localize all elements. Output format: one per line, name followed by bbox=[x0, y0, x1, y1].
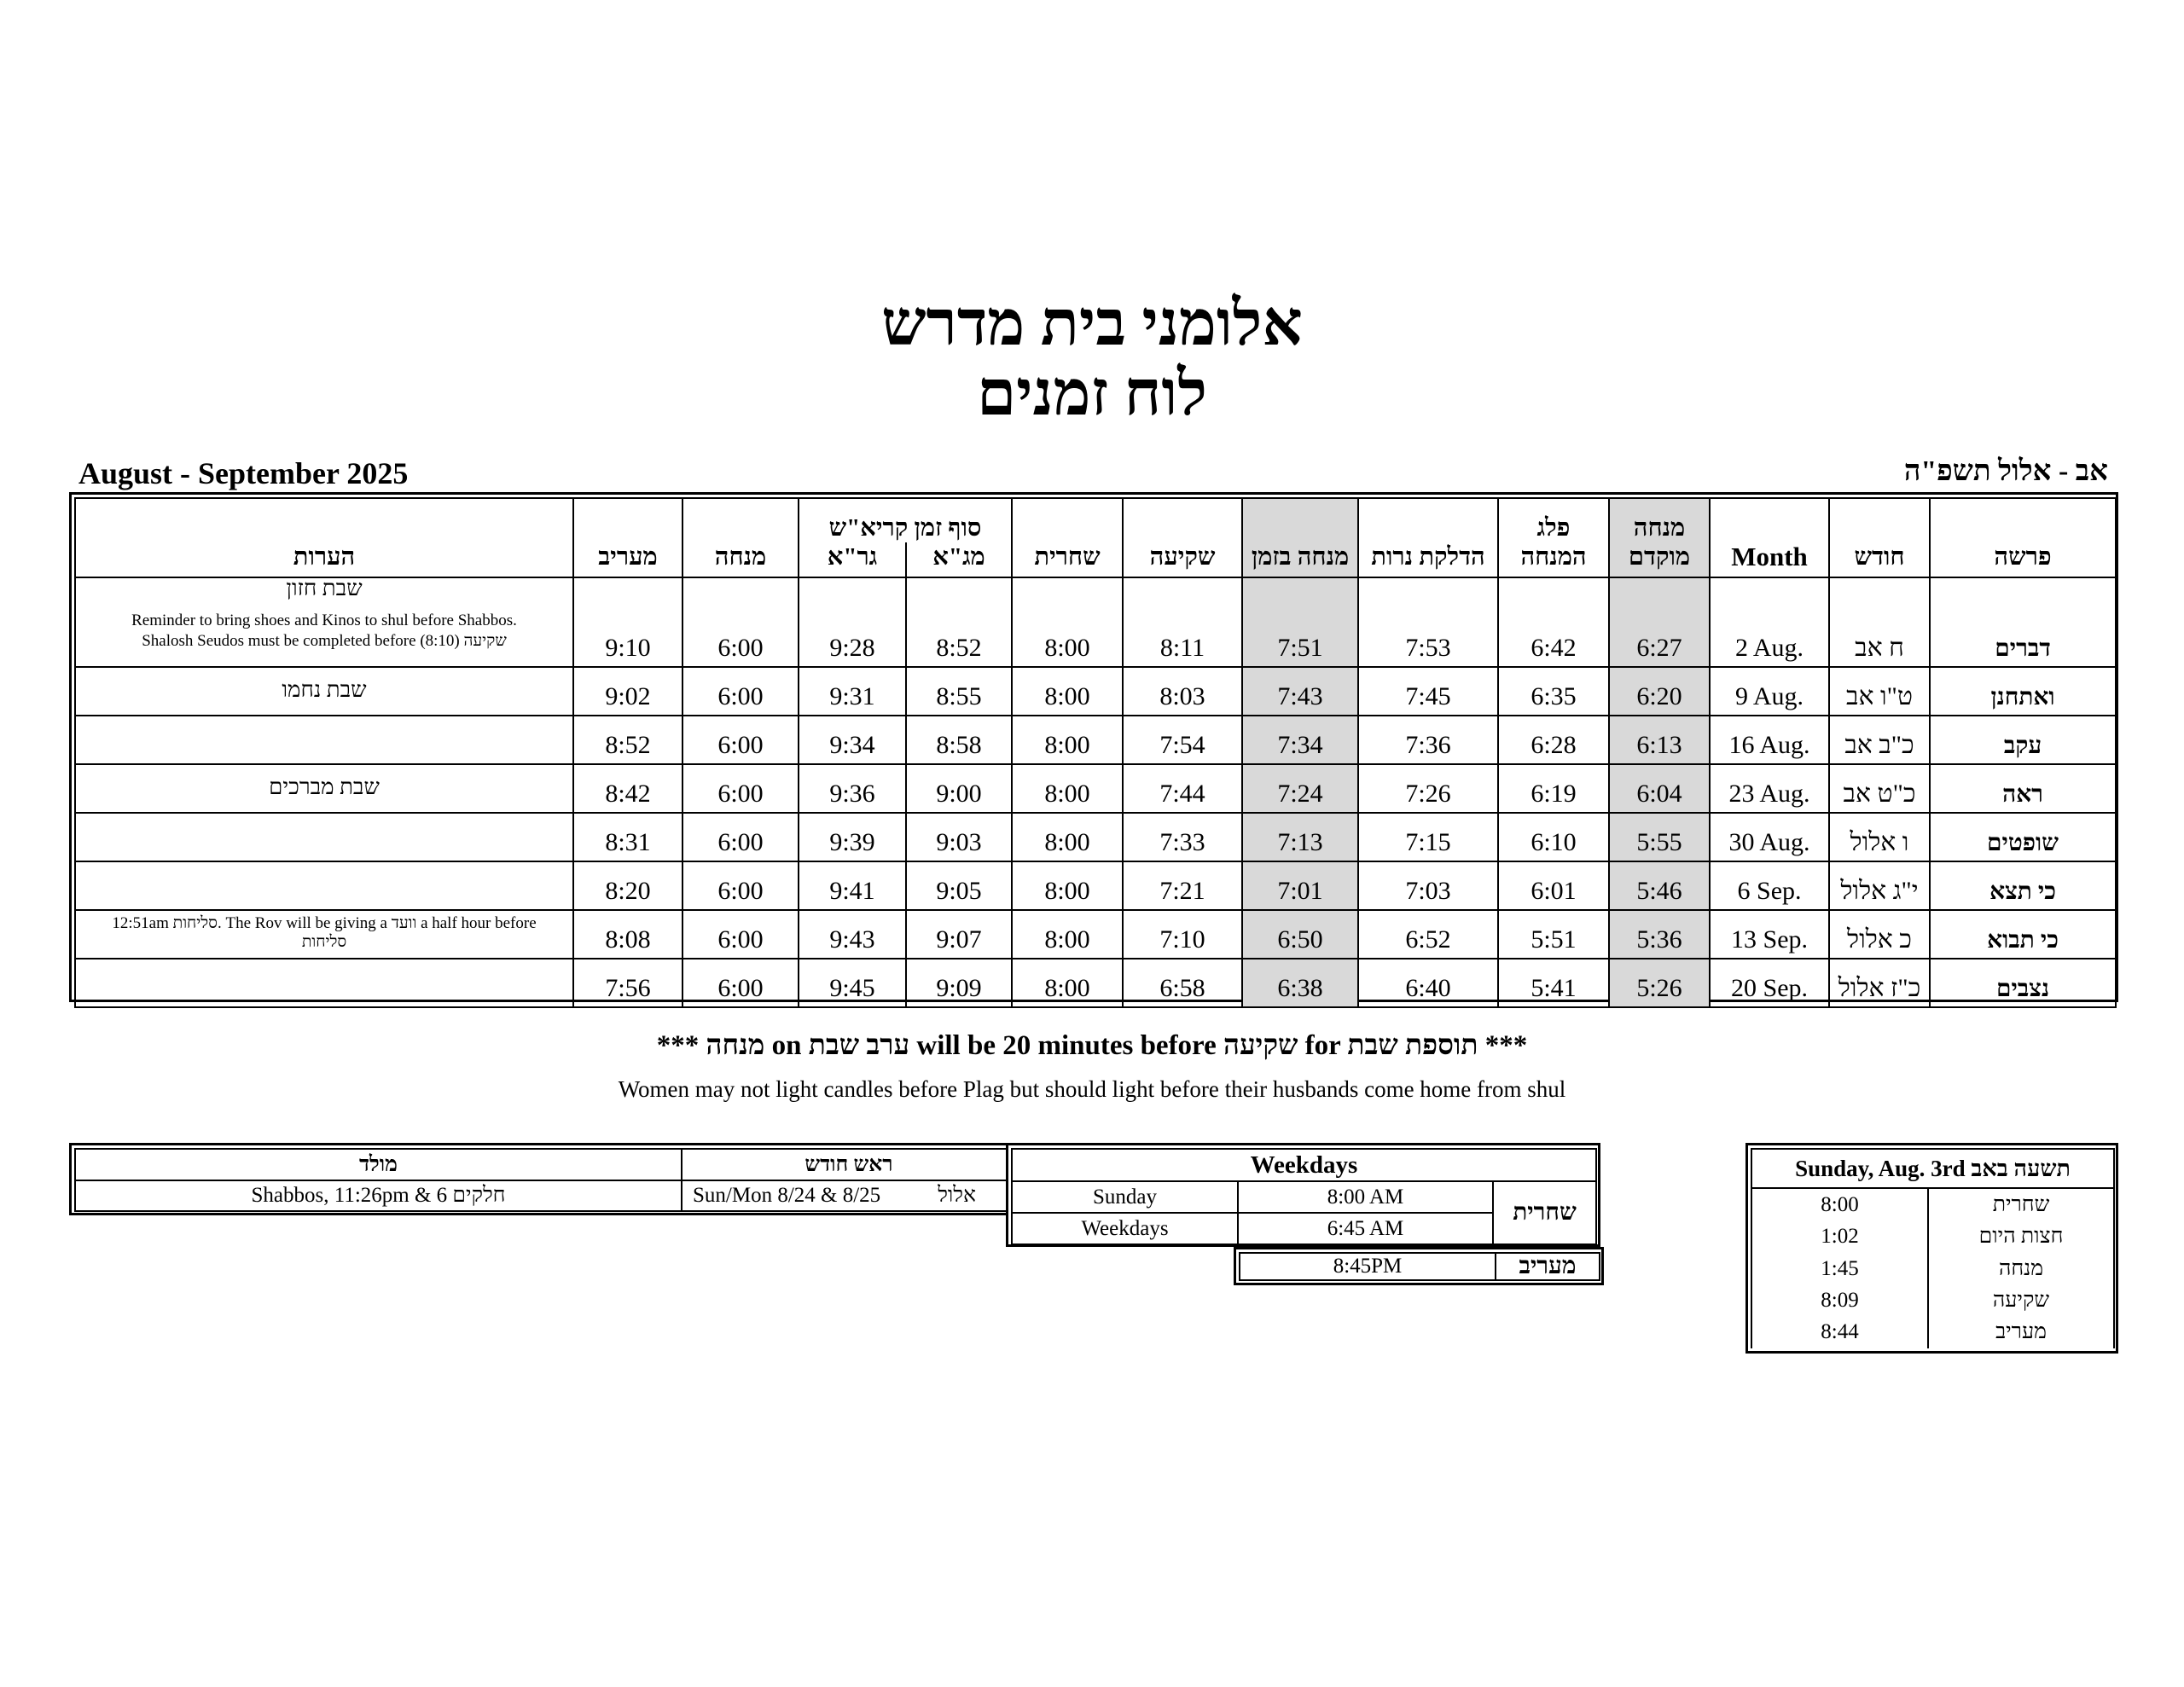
weekdays-sunday-label: Sunday bbox=[1012, 1181, 1238, 1213]
mincha-erev-shabbos-note: *** מנחה on ערב שבת will be 20 minutes before שקיעה for תוספת שבת *** bbox=[656, 1030, 1528, 1061]
tisha-bav-time: 8:44 bbox=[1751, 1317, 1928, 1348]
row-notes bbox=[75, 861, 573, 910]
cell-month: 16 Aug. bbox=[1710, 716, 1829, 764]
cell-shacharis: 8:00 bbox=[1012, 716, 1123, 764]
cell-parsha: עקב bbox=[1930, 716, 2116, 764]
hebrew-date-range: אב - אלול תשפ"ה bbox=[1903, 455, 2108, 487]
weekdays-weekdays-time: 6:45 AM bbox=[1238, 1213, 1493, 1244]
molad-rosh-chodesh-box bbox=[69, 1143, 1020, 1215]
cell-shacharis: 8:00 bbox=[1012, 959, 1123, 1007]
cell-plag: 6:28 bbox=[1498, 716, 1609, 764]
tisha-bav-time: 8:00 bbox=[1751, 1188, 1928, 1221]
cell-mukdam: 5:46 bbox=[1609, 861, 1710, 910]
row-notes-line1: 12:51am סליחות. The Rov will be giving a וועד a half hour before bbox=[112, 914, 537, 932]
cell-gra: 9:36 bbox=[799, 764, 906, 813]
cell-plag: 6:19 bbox=[1498, 764, 1609, 813]
row-notes bbox=[75, 667, 573, 716]
cell-month: 9 Aug. bbox=[1710, 667, 1829, 716]
cell-gra: 9:28 bbox=[799, 577, 906, 667]
tisha-bav-label: מנחה bbox=[1928, 1253, 2114, 1284]
tisha-bav-time: 1:45 bbox=[1751, 1253, 1928, 1284]
cell-plag: 6:10 bbox=[1498, 813, 1609, 861]
cell-parsha: ואתחנן bbox=[1930, 667, 2116, 716]
row-notes-hebrew: שבת נחמו bbox=[282, 677, 367, 702]
table-row bbox=[75, 910, 2116, 959]
cell-shacharis: 8:00 bbox=[1012, 764, 1123, 813]
cell-mincha: 6:00 bbox=[682, 577, 799, 667]
row-notes bbox=[75, 910, 573, 959]
cell-month: 30 Aug. bbox=[1710, 813, 1829, 861]
page-title: אלומני בית מדרש bbox=[881, 289, 1303, 359]
rosh-chodesh-month: אלול bbox=[938, 1184, 976, 1207]
candle-lighting-note-text: Women may not light candles before Plag but should light before their husbands come home from shul bbox=[618, 1076, 1566, 1102]
cell-mga: 9:07 bbox=[906, 910, 1012, 959]
cell-gra: 9:41 bbox=[799, 861, 906, 910]
tisha-bav-header-eng: Sunday, Aug. 3rd bbox=[1795, 1156, 1966, 1182]
cell-parsha: ראה bbox=[1930, 764, 2116, 813]
cell-mincha-bzman: 7:34 bbox=[1242, 716, 1358, 764]
weekdays-weekdays-label: Weekdays bbox=[1012, 1213, 1238, 1244]
cell-shkia: 6:58 bbox=[1123, 959, 1242, 1007]
table-row bbox=[75, 577, 2116, 667]
cell-maariv: 7:56 bbox=[573, 959, 682, 1007]
cell-mincha-bzman: 7:51 bbox=[1242, 577, 1358, 667]
tisha-bav-row bbox=[1751, 1253, 2114, 1284]
cell-mga: 9:00 bbox=[906, 764, 1012, 813]
row-notes-line1: Reminder to bring shoes and Kinos to shul before Shabbos. bbox=[131, 612, 517, 629]
table-row bbox=[75, 716, 2116, 764]
cell-neiros: 6:40 bbox=[1358, 959, 1498, 1007]
cell-parsha: שופטים bbox=[1930, 813, 2116, 861]
cell-plag: 5:51 bbox=[1498, 910, 1609, 959]
cell-chodesh: ח אב bbox=[1829, 577, 1930, 667]
cell-mukdam: 6:04 bbox=[1609, 764, 1710, 813]
cell-shkia: 8:11 bbox=[1123, 577, 1242, 667]
cell-parsha: כי תבוא bbox=[1930, 910, 2116, 959]
cell-mga: 9:09 bbox=[906, 959, 1012, 1007]
molad-value: Shabbos, 11:26pm & 6 חלקים bbox=[75, 1180, 682, 1211]
col-plag-line2: המנחה bbox=[1520, 543, 1587, 571]
col-notes: הערות bbox=[75, 498, 573, 577]
col-mukdam-line1: מנחה bbox=[1633, 514, 1686, 542]
cell-month: 20 Sep. bbox=[1710, 959, 1829, 1007]
table-row bbox=[75, 861, 2116, 910]
col-maariv: מעריב bbox=[573, 498, 682, 577]
cell-mukdam: 5:36 bbox=[1609, 910, 1710, 959]
cell-neiros: 7:03 bbox=[1358, 861, 1498, 910]
cell-mukdam: 5:55 bbox=[1609, 813, 1710, 861]
tisha-bav-row bbox=[1751, 1284, 2114, 1316]
tisha-bav-box bbox=[1745, 1143, 2118, 1354]
row-notes bbox=[75, 813, 573, 861]
cell-maariv: 8:52 bbox=[573, 716, 682, 764]
cell-mukdam: 6:27 bbox=[1609, 577, 1710, 667]
weekdays-maariv-label: מעריב bbox=[1496, 1253, 1600, 1280]
cell-shacharis: 8:00 bbox=[1012, 667, 1123, 716]
cell-shkia: 7:44 bbox=[1123, 764, 1242, 813]
cell-neiros: 7:45 bbox=[1358, 667, 1498, 716]
cell-shkia: 7:10 bbox=[1123, 910, 1242, 959]
col-shacharis: שחרית bbox=[1012, 498, 1123, 577]
cell-plag: 6:42 bbox=[1498, 577, 1609, 667]
row-notes bbox=[75, 959, 573, 1007]
col-sof-zman-group: סוף זמן קריא"ש bbox=[799, 498, 1012, 542]
cell-month: 2 Aug. bbox=[1710, 577, 1829, 667]
col-mukdam-line2: מוקדם bbox=[1628, 543, 1691, 571]
cell-month: 13 Sep. bbox=[1710, 910, 1829, 959]
rosh-chodesh-value bbox=[682, 1180, 1016, 1211]
col-parsha: פרשה bbox=[1930, 498, 2116, 577]
cell-shkia: 7:21 bbox=[1123, 861, 1242, 910]
cell-month: 6 Sep. bbox=[1710, 861, 1829, 910]
weekdays-box bbox=[1006, 1143, 1600, 1247]
cell-maariv: 8:31 bbox=[573, 813, 682, 861]
col-month: Month bbox=[1710, 498, 1829, 577]
row-notes-hebrew: שבת מברכים bbox=[269, 774, 380, 799]
cell-maariv: 9:10 bbox=[573, 577, 682, 667]
table-row bbox=[75, 667, 2116, 716]
tisha-bav-label: שקיעה bbox=[1928, 1284, 2114, 1316]
col-shkia: שקיעה bbox=[1123, 498, 1242, 577]
cell-month: 23 Aug. bbox=[1710, 764, 1829, 813]
cell-gra: 9:31 bbox=[799, 667, 906, 716]
tisha-bav-header-heb: תשעה באב bbox=[1971, 1156, 2071, 1182]
row-notes bbox=[75, 764, 573, 813]
cell-chodesh: כ"ב אב bbox=[1829, 716, 1930, 764]
cell-mga: 9:03 bbox=[906, 813, 1012, 861]
cell-maariv: 8:42 bbox=[573, 764, 682, 813]
cell-mukdam: 5:26 bbox=[1609, 959, 1710, 1007]
weekdays-shacharis-label: שחרית bbox=[1493, 1181, 1596, 1244]
rosh-chodesh-header: ראש חודש bbox=[682, 1149, 1016, 1180]
cell-mincha-bzman: 7:24 bbox=[1242, 764, 1358, 813]
tisha-bav-row bbox=[1751, 1317, 2114, 1348]
row-notes-line2: Shalosh Seudos must be completed before שקיעה (8:10) bbox=[142, 632, 507, 650]
tisha-bav-time: 8:09 bbox=[1751, 1284, 1928, 1316]
molad-header: מולד bbox=[75, 1149, 682, 1180]
cell-mincha: 6:00 bbox=[682, 861, 799, 910]
cell-mga: 8:58 bbox=[906, 716, 1012, 764]
cell-mincha: 6:00 bbox=[682, 667, 799, 716]
row-notes-hebrew: שבת חזון bbox=[286, 576, 363, 600]
weekdays-sunday-time: 8:00 AM bbox=[1238, 1181, 1493, 1213]
tisha-bav-label: חצות היום bbox=[1928, 1221, 2114, 1253]
cell-chodesh: כ"ט אב bbox=[1829, 764, 1930, 813]
cell-neiros: 7:15 bbox=[1358, 813, 1498, 861]
cell-shkia: 7:33 bbox=[1123, 813, 1242, 861]
cell-parsha: דברים bbox=[1930, 577, 2116, 667]
cell-mincha-bzman: 7:13 bbox=[1242, 813, 1358, 861]
cell-chodesh: ט"ו אב bbox=[1829, 667, 1930, 716]
cell-mincha-bzman: 7:01 bbox=[1242, 861, 1358, 910]
weekdays-maariv-box bbox=[1234, 1247, 1604, 1285]
cell-gra: 9:39 bbox=[799, 813, 906, 861]
table-row bbox=[75, 764, 2116, 813]
col-hadlakas-neiros: הדלקת נרות bbox=[1358, 498, 1498, 577]
cell-mukdam: 6:13 bbox=[1609, 716, 1710, 764]
tisha-bav-row bbox=[1751, 1188, 2114, 1221]
table-row bbox=[75, 813, 2116, 861]
cell-mga: 8:52 bbox=[906, 577, 1012, 667]
col-mincha-bzman: מנחה בזמן bbox=[1242, 498, 1358, 577]
cell-maariv: 9:02 bbox=[573, 667, 682, 716]
cell-neiros: 7:53 bbox=[1358, 577, 1498, 667]
col-mincha-mukdam bbox=[1609, 498, 1710, 577]
cell-gra: 9:43 bbox=[799, 910, 906, 959]
row-notes bbox=[75, 716, 573, 764]
cell-shacharis: 8:00 bbox=[1012, 577, 1123, 667]
page-subtitle: לוח זמנים bbox=[977, 359, 1207, 429]
tisha-bav-time: 1:02 bbox=[1751, 1221, 1928, 1253]
weekdays-maariv-time: 8:45PM bbox=[1240, 1253, 1496, 1280]
cell-chodesh: י"ג אלול bbox=[1829, 861, 1930, 910]
cell-neiros: 7:36 bbox=[1358, 716, 1498, 764]
cell-maariv: 8:08 bbox=[573, 910, 682, 959]
col-plag-line1: פלג bbox=[1536, 514, 1571, 542]
candle-lighting-note bbox=[0, 1076, 2184, 1103]
cell-plag: 6:35 bbox=[1498, 667, 1609, 716]
cell-mincha: 6:00 bbox=[682, 813, 799, 861]
tisha-bav-row bbox=[1751, 1221, 2114, 1253]
col-plag bbox=[1498, 498, 1609, 577]
english-date-range: August - September 2025 bbox=[78, 456, 409, 490]
cell-mincha-bzman: 7:43 bbox=[1242, 667, 1358, 716]
col-mincha: מנחה bbox=[682, 498, 799, 577]
cell-parsha: כי תצא bbox=[1930, 861, 2116, 910]
zmanim-table-frame bbox=[69, 492, 2118, 1002]
cell-mincha: 6:00 bbox=[682, 764, 799, 813]
cell-parsha: נצבים bbox=[1930, 959, 2116, 1007]
row-notes-line2: סליחות bbox=[301, 933, 347, 951]
tisha-bav-label: שחרית bbox=[1928, 1188, 2114, 1221]
tisha-bav-header bbox=[1751, 1149, 2114, 1188]
cell-mincha: 6:00 bbox=[682, 910, 799, 959]
cell-mincha: 6:00 bbox=[682, 959, 799, 1007]
cell-gra: 9:45 bbox=[799, 959, 906, 1007]
row-notes bbox=[75, 577, 573, 667]
cell-neiros: 6:52 bbox=[1358, 910, 1498, 959]
cell-shkia: 8:03 bbox=[1123, 667, 1242, 716]
cell-gra: 9:34 bbox=[799, 716, 906, 764]
zmanim-table bbox=[74, 497, 2117, 1008]
col-mga: מג"א bbox=[906, 542, 1012, 577]
cell-mincha: 6:00 bbox=[682, 716, 799, 764]
tisha-bav-label: מעריב bbox=[1928, 1317, 2114, 1348]
cell-chodesh: כ"ז אלול bbox=[1829, 959, 1930, 1007]
col-chodesh: חודש bbox=[1829, 498, 1930, 577]
cell-mga: 9:05 bbox=[906, 861, 1012, 910]
cell-chodesh: כ אלול bbox=[1829, 910, 1930, 959]
cell-plag: 5:41 bbox=[1498, 959, 1609, 1007]
cell-mukdam: 6:20 bbox=[1609, 667, 1710, 716]
cell-mincha-bzman: 6:50 bbox=[1242, 910, 1358, 959]
table-row bbox=[75, 959, 2116, 1007]
cell-neiros: 7:26 bbox=[1358, 764, 1498, 813]
cell-shacharis: 8:00 bbox=[1012, 813, 1123, 861]
cell-shacharis: 8:00 bbox=[1012, 861, 1123, 910]
cell-shacharis: 8:00 bbox=[1012, 910, 1123, 959]
weekdays-header: Weekdays bbox=[1012, 1149, 1596, 1181]
rosh-chodesh-dates: Sun/Mon 8/24 & 8/25 bbox=[693, 1184, 881, 1207]
cell-mga: 8:55 bbox=[906, 667, 1012, 716]
cell-mincha-bzman: 6:38 bbox=[1242, 959, 1358, 1007]
col-gra: גר"א bbox=[799, 542, 906, 577]
cell-maariv: 8:20 bbox=[573, 861, 682, 910]
cell-shkia: 7:54 bbox=[1123, 716, 1242, 764]
cell-chodesh: ו אלול bbox=[1829, 813, 1930, 861]
cell-plag: 6:01 bbox=[1498, 861, 1609, 910]
